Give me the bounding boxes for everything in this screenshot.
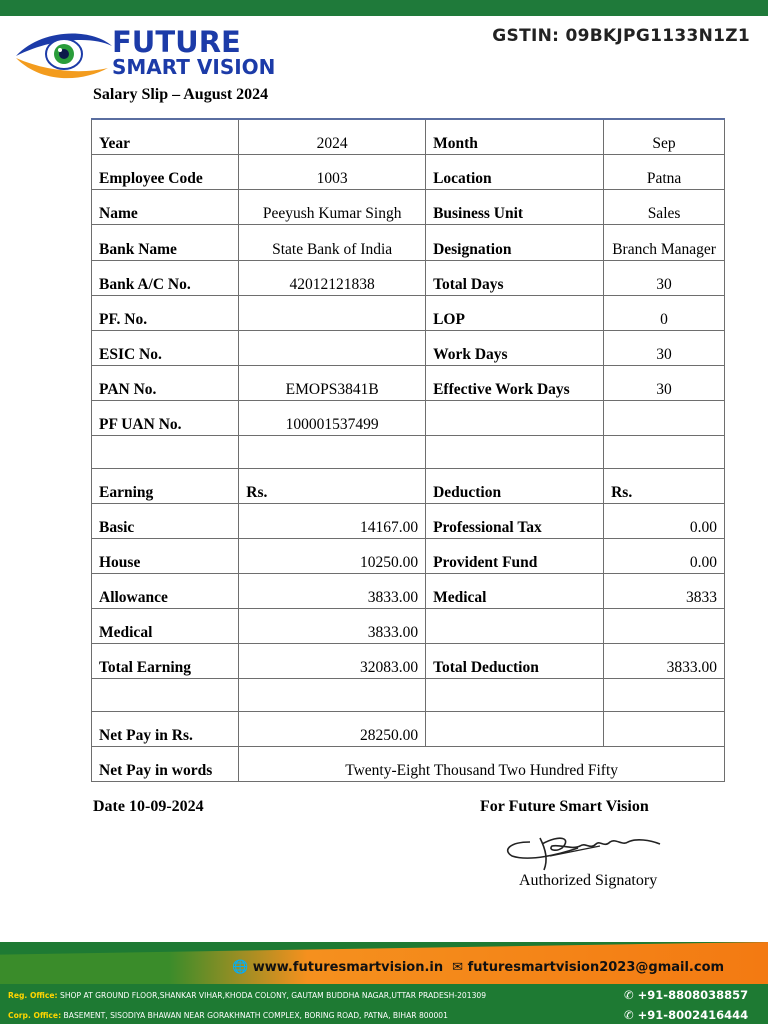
phone-2[interactable] xyxy=(624,1008,748,1022)
deduction-amount xyxy=(604,609,725,644)
corp-office-label: Corp. Office: xyxy=(8,1011,62,1020)
authorized-signatory: Authorized Signatory xyxy=(519,872,658,889)
field-label: Name xyxy=(92,190,239,225)
field-value: 30 xyxy=(604,261,725,296)
field-label: LOP xyxy=(426,296,604,331)
field-label: Year xyxy=(92,119,239,155)
info-row xyxy=(92,119,725,155)
earning-amount: 14167.00 xyxy=(239,504,426,539)
deduction-label: Total Deduction xyxy=(426,644,604,679)
for-company: For Future Smart Vision xyxy=(480,798,649,815)
corp-office-address: BASEMENT, SISODIYA BHAWAN NEAR GORAKHNATH COMPLEX, BORING ROAD, PATNA, BIHAR 800001 xyxy=(63,1011,448,1020)
pay-row xyxy=(92,574,725,609)
field-value: Peeyush Kumar Singh xyxy=(239,190,426,225)
info-row xyxy=(92,401,725,436)
earning-amount: 3833.00 xyxy=(239,609,426,644)
spacer-row xyxy=(92,679,725,712)
field-label: ESIC No. xyxy=(92,331,239,366)
field-label: Designation xyxy=(426,225,604,261)
field-label: PAN No. xyxy=(92,366,239,401)
field-value xyxy=(239,296,426,331)
footer-contact-line xyxy=(232,960,724,975)
field-value: 2024 xyxy=(239,119,426,155)
pay-row xyxy=(92,609,725,644)
field-value: 30 xyxy=(604,366,725,401)
info-row xyxy=(92,296,725,331)
field-value: Sep xyxy=(604,119,725,155)
globe-icon: 🌐 xyxy=(232,960,249,975)
field-value: EMOPS3841B xyxy=(239,366,426,401)
earning-amount: 10250.00 xyxy=(239,539,426,574)
deduction-rs-header: Rs. xyxy=(604,469,725,504)
info-rows xyxy=(92,119,725,436)
field-label: Employee Code xyxy=(92,155,239,190)
field-label: Month xyxy=(426,119,604,155)
net-section xyxy=(92,679,725,782)
field-value xyxy=(239,331,426,366)
footer xyxy=(0,942,768,1024)
field-value: Patna xyxy=(604,155,725,190)
pay-rows xyxy=(92,504,725,679)
top-green-bar xyxy=(0,0,768,16)
earning-header: Earning xyxy=(92,469,239,504)
deduction-label xyxy=(426,609,604,644)
field-value: 30 xyxy=(604,331,725,366)
field-value: Sales xyxy=(604,190,725,225)
earning-label: House xyxy=(92,539,239,574)
field-label xyxy=(426,401,604,436)
field-value: 0 xyxy=(604,296,725,331)
field-label: Bank Name xyxy=(92,225,239,261)
reg-office-address: SHOP AT GROUND FLOOR,SHANKAR VIHAR,KHODA COLONY, GAUTAM BUDDHA NAGAR,UTTAR PRADESH-201309 xyxy=(60,991,487,1000)
earning-label: Total Earning xyxy=(92,644,239,679)
info-row xyxy=(92,261,725,296)
deduction-label: Medical xyxy=(426,574,604,609)
earning-amount: 3833.00 xyxy=(239,574,426,609)
phone-2-number: +91-8002416444 xyxy=(637,1008,749,1022)
logo-text-line1: FUTURE xyxy=(112,25,241,59)
salary-table xyxy=(91,118,725,782)
earning-label: Allowance xyxy=(92,574,239,609)
earning-label: Basic xyxy=(92,504,239,539)
earning-rs-header: Rs. xyxy=(239,469,426,504)
field-label: PF UAN No. xyxy=(92,401,239,436)
gstin-number: GSTIN: 09BKJPG1133N1Z1 xyxy=(492,26,750,46)
info-row xyxy=(92,225,725,261)
info-row xyxy=(92,155,725,190)
field-value: 100001537499 xyxy=(239,401,426,436)
field-label: Business Unit xyxy=(426,190,604,225)
reg-office-line xyxy=(8,991,486,1000)
email-icon: ✉ xyxy=(452,960,464,975)
field-label: Total Days xyxy=(426,261,604,296)
field-value: Branch Manager xyxy=(604,225,725,261)
website-link[interactable]: www.futuresmartvision.in xyxy=(252,960,444,975)
deduction-label: Provident Fund xyxy=(426,539,604,574)
deduction-header: Deduction xyxy=(426,469,604,504)
signature-image xyxy=(500,820,670,872)
logo-text-line2: SMART VISION xyxy=(112,55,276,79)
deduction-amount: 0.00 xyxy=(604,504,725,539)
field-value: State Bank of India xyxy=(239,225,426,261)
deduction-amount: 0.00 xyxy=(604,539,725,574)
net-pay-row xyxy=(92,712,725,747)
phone-1-number: +91-8808038857 xyxy=(637,988,749,1002)
field-value: 1003 xyxy=(239,155,426,190)
net-words-row xyxy=(92,747,725,782)
earning-amount: 32083.00 xyxy=(239,644,426,679)
deduction-label: Professional Tax xyxy=(426,504,604,539)
slip-date: Date 10-09-2024 xyxy=(93,798,204,815)
pay-row xyxy=(92,644,725,679)
net-words-value: Twenty-Eight Thousand Two Hundred Fifty xyxy=(239,747,725,782)
spacer-row xyxy=(92,436,725,469)
phone-1[interactable] xyxy=(624,988,748,1002)
pay-section xyxy=(92,436,725,504)
field-value: 42012121838 xyxy=(239,261,426,296)
field-value xyxy=(604,401,725,436)
field-label: Work Days xyxy=(426,331,604,366)
field-label: Location xyxy=(426,155,604,190)
phone-icon: ✆ xyxy=(624,988,634,1002)
net-pay-value: 28250.00 xyxy=(239,712,426,747)
pay-row xyxy=(92,504,725,539)
deduction-amount: 3833.00 xyxy=(604,644,725,679)
phone-icon: ✆ xyxy=(624,1008,634,1022)
info-row xyxy=(92,331,725,366)
info-row xyxy=(92,190,725,225)
company-logo xyxy=(12,24,302,84)
net-pay-label: Net Pay in Rs. xyxy=(92,712,239,747)
pay-row xyxy=(92,539,725,574)
reg-office-label: Reg. Office: xyxy=(8,991,58,1000)
net-words-label: Net Pay in words xyxy=(92,747,239,782)
pay-header-row xyxy=(92,469,725,504)
slip-title: Salary Slip – August 2024 xyxy=(93,86,269,103)
field-label: Bank A/C No. xyxy=(92,261,239,296)
deduction-amount: 3833 xyxy=(604,574,725,609)
corp-office-line xyxy=(8,1011,448,1020)
earning-label: Medical xyxy=(92,609,239,644)
info-row xyxy=(92,366,725,401)
email-link[interactable]: futuresmartvision2023@gmail.com xyxy=(467,960,725,975)
field-label: Effective Work Days xyxy=(426,366,604,401)
field-label: PF. No. xyxy=(92,296,239,331)
